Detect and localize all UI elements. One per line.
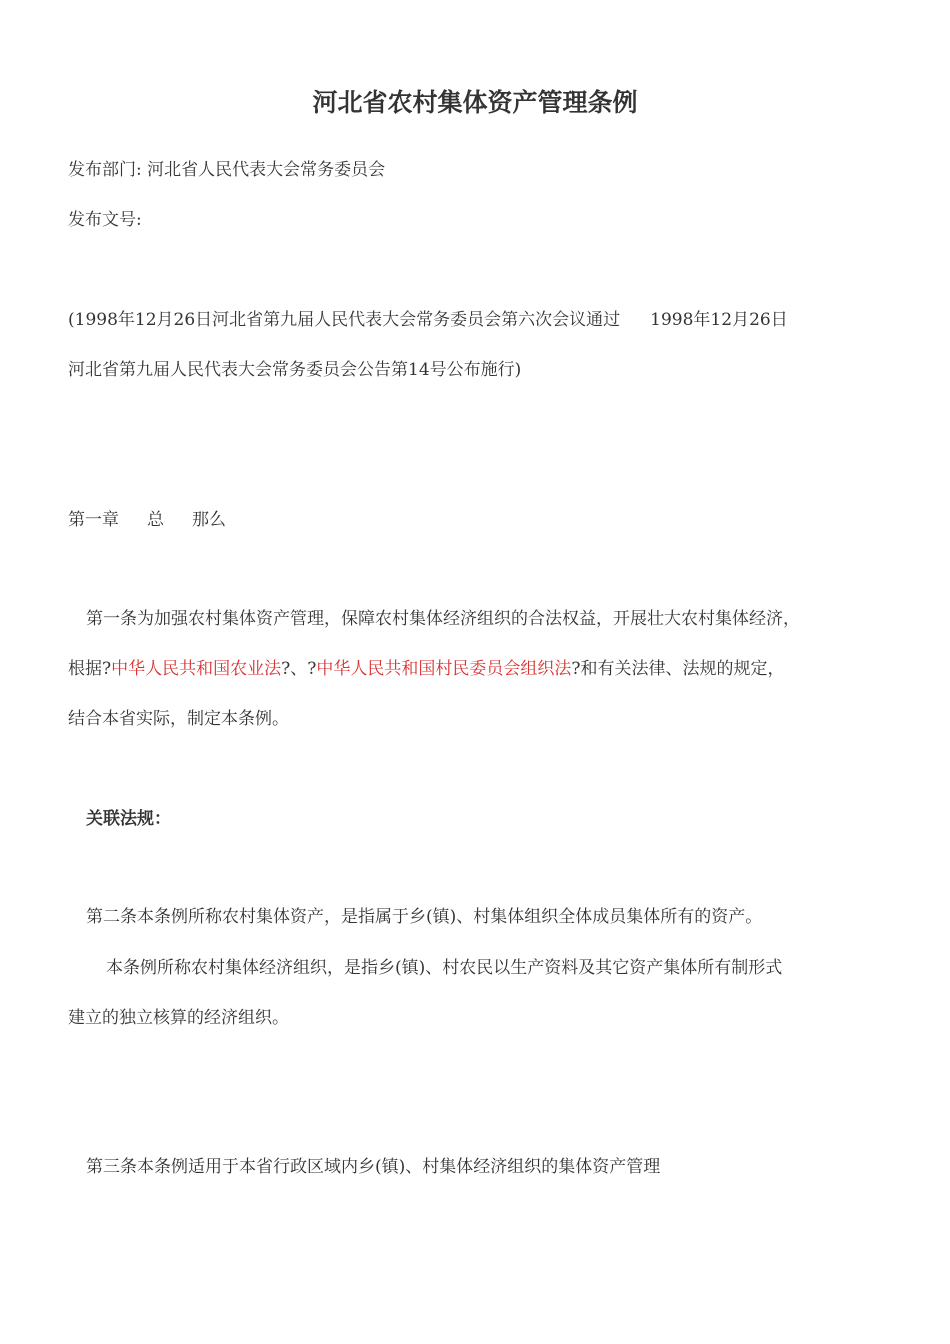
article-2-text-3: 建立的独立核算的经济组织。 (68, 1008, 289, 1028)
law-link-village-committee[interactable]: 中华人民共和国村民委员会组织法 (316, 659, 572, 679)
chapter-heading (68, 508, 226, 532)
doc-number-line (68, 208, 142, 232)
article-1-sep: ?、? (281, 659, 317, 679)
article-2-line-1 (86, 905, 762, 929)
preamble-text-2: 河北省第九届人民代表大会常务委员会公告第14号公布施行) (68, 360, 522, 380)
preamble-line-1 (68, 308, 788, 332)
article-1-line-3 (68, 707, 289, 731)
law-link-agriculture[interactable]: 中华人民共和国农业法 (111, 659, 282, 679)
chapter-name-1: 总 (147, 510, 164, 530)
article-1-text-1: 第一条为加强农村集体资产管理，保障农村集体经济组织的合法权益，开展壮大农村集体经济， (86, 609, 800, 629)
article-2-text-2: 本条例所称农村集体经济组织，是指乡(镇)、村农民以生产资料及其它资产集体所有制形式 (106, 958, 783, 978)
document-title: 河北省农村集体资产管理条例 (312, 88, 638, 117)
related-laws-label (86, 807, 171, 831)
preamble-text-1: (1998年12月26日河北省第九届人民代表大会常务委员会第六次会议通过 (68, 310, 621, 330)
article-2-text-1: 第二条本条例所称农村集体资产，是指属于乡(镇)、村集体组织全体成员集体所有的资产。 (86, 907, 763, 927)
chapter-name-2: 那么 (192, 510, 226, 530)
article-1-suffix: ?和有关法律、法规的规定， (571, 659, 785, 679)
article-1-line-2 (68, 657, 784, 681)
article-2-line-3 (68, 1006, 289, 1030)
article-2-line-2 (106, 956, 782, 980)
doc-number-label: 发布文号: (68, 210, 142, 230)
article-3-line-1 (86, 1155, 660, 1179)
article-1-text-3: 结合本省实际，制定本条例。 (68, 709, 289, 729)
chapter-number: 第一章 (68, 510, 119, 530)
preamble-date: 1998年12月26日 (650, 310, 788, 330)
preamble-line-2 (68, 358, 521, 382)
department-label: 发布部门: (68, 160, 142, 180)
article-3-text-1: 第三条本条例适用于本省行政区域内乡(镇)、村集体经济组织的集体资产管理 (86, 1157, 661, 1177)
department-value: 河北省人民代表大会常务委员会 (147, 160, 386, 180)
related-laws-text: 关联法规： (86, 809, 171, 829)
department-line (68, 158, 385, 182)
article-1-prefix: 根据? (68, 659, 112, 679)
article-1-line-1 (86, 607, 800, 631)
